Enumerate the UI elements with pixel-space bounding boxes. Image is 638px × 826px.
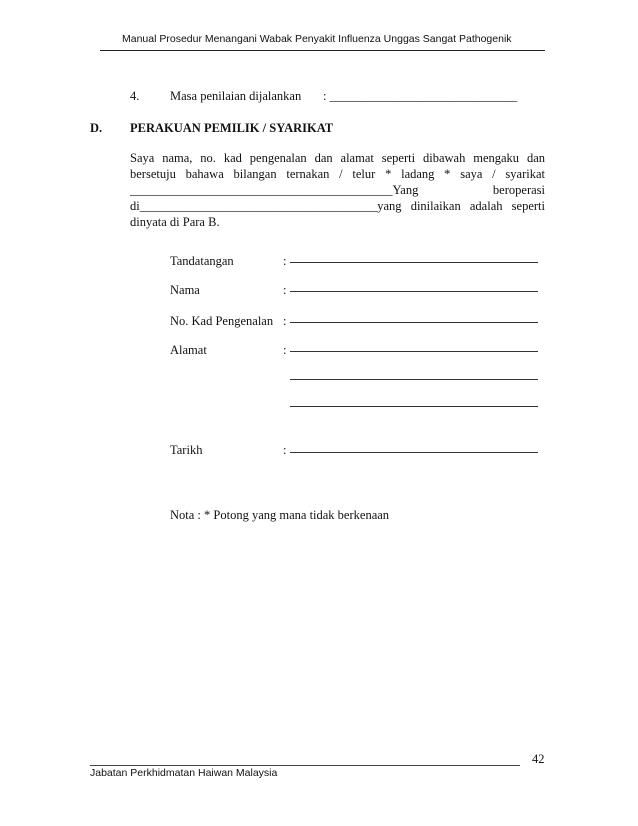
running-header: Manual Prosedur Menangani Wabak Penyakit Influenza Unggas Sangat Pathogenik (122, 33, 512, 45)
field-colon: : (283, 443, 287, 457)
signature-field[interactable] (290, 262, 538, 263)
field-colon: : (283, 314, 287, 328)
section-title: PERAKUAN PEMILIK / SYARIKAT (130, 121, 334, 135)
header-rule (100, 50, 545, 51)
section-letter: D. (90, 121, 103, 135)
field-label-address: Alamat (170, 343, 207, 357)
field-colon: : (283, 254, 287, 268)
date-field[interactable] (290, 452, 538, 453)
field-label-date: Tarikh (170, 443, 203, 457)
name-field[interactable] (290, 291, 538, 292)
address-field-line-3[interactable] (290, 406, 538, 407)
paragraph-line: dinyata di Para B. (130, 215, 220, 229)
field-colon: : (283, 283, 287, 297)
paragraph-line: di______________________________________yang dinilaikan adalah seperti (130, 199, 545, 213)
footer-department: Jabatan Perkhidmatan Haiwan Malaysia (90, 767, 278, 779)
address-field-line-1[interactable] (290, 351, 538, 352)
ic-number-field[interactable] (290, 322, 538, 323)
paragraph-line: Saya nama, no. kad pengenalan dan alamat seperti dibawah mengaku dan (130, 151, 545, 165)
field-label-ic-number: No. Kad Pengenalan (170, 314, 274, 328)
item-number: 4. (130, 89, 140, 103)
field-colon: : (283, 343, 287, 357)
page-number: 42 (532, 752, 545, 766)
item-label: Masa penilaian dijalankan (170, 89, 302, 103)
field-label-signature: Tandatangan (170, 254, 234, 268)
field-label-name: Nama (170, 283, 200, 297)
declaration-paragraph (130, 150, 545, 230)
footer-rule (90, 765, 520, 766)
paragraph-line: __________________________________________Yang beroperasi (130, 183, 545, 197)
item-value-blank: : ______________________________ (323, 89, 518, 103)
footnote: Nota : * Potong yang mana tidak berkenaan (170, 508, 390, 522)
address-field-line-2[interactable] (290, 379, 538, 380)
paragraph-line: bersetuju bahawa bilangan ternakan / telur * ladang * saya / syarikat (130, 167, 545, 181)
